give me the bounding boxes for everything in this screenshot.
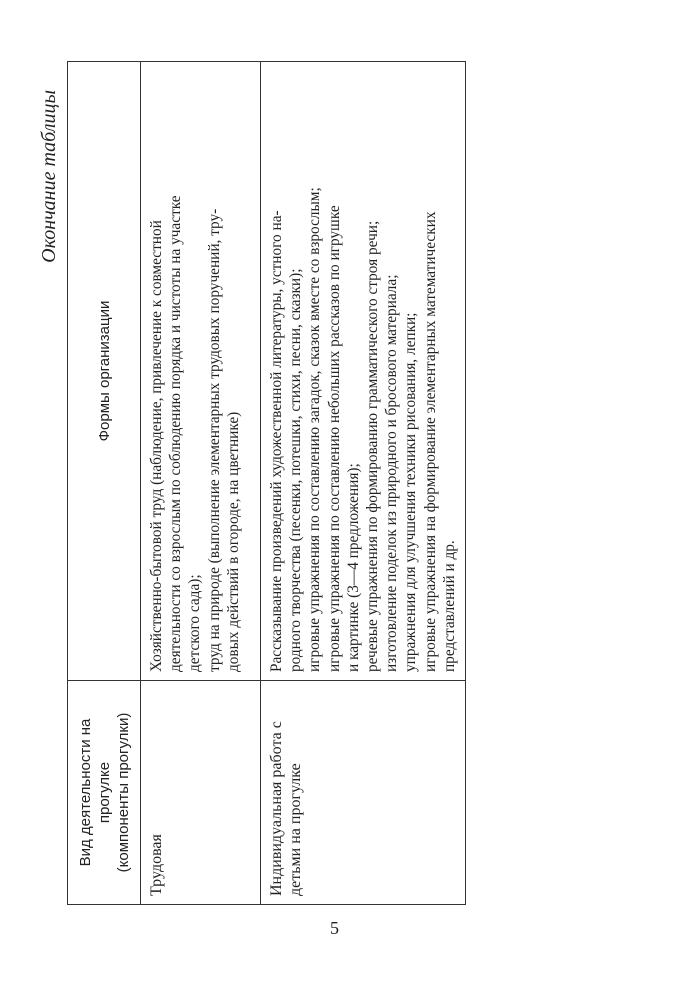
form-line: детского сада); — [186, 574, 204, 672]
table-header-row — [68, 62, 141, 905]
page-number: 5 — [330, 918, 339, 938]
form-line: довых действий в огороде, на цветнике) — [224, 411, 242, 672]
organization-forms-table — [67, 61, 466, 905]
form-line: Хозяйственно-бытовой труд (наблюдение, привлечение к совместной — [148, 220, 165, 672]
row-activity-type: Индивидуальная работа с детьми на прогулке — [261, 681, 466, 905]
header-organization-forms: Формы организации — [68, 62, 141, 681]
row-activity-type: Трудовая — [141, 681, 261, 905]
header-activity-line-2: (компоненты прогулки) — [114, 712, 132, 873]
form-line: речевые упражнения по формированию грамматического строя речи; — [364, 220, 382, 672]
form-line: деятельности со взрослым по соблюдению порядка и чистоты на участке — [167, 195, 185, 672]
table-caption: Окончание таблицы — [38, 90, 60, 263]
row-organization-forms — [141, 62, 261, 681]
row-organization-forms — [261, 62, 466, 681]
form-line: игровые упражнения по составлению загадок, сказок вместе со взрослым; — [306, 187, 324, 672]
header-activity-line-1: Вид деятельности на прогулке — [76, 718, 113, 867]
form-line: Рассказывание произведений художественной литературы, устного на- — [268, 210, 285, 672]
form-line: представлений и др. — [440, 540, 458, 672]
form-line: игровые упражнения на формирование элементарных математических — [421, 211, 439, 672]
form-line: игровые упражнения по составлению небольших рассказов по игрушке — [325, 205, 343, 672]
table-row — [141, 62, 261, 905]
header-activity-type — [68, 681, 141, 905]
table-row — [261, 62, 466, 905]
form-line: родного творчества (песенки, потешки, стихи, песни, сказки); — [287, 268, 305, 672]
form-line: труд на природе (выполнение элементарных трудовых поручений, тру- — [205, 208, 223, 672]
form-line: и картинке (3—4 предложения); — [344, 463, 362, 672]
form-line: изготовление поделок из природного и бросового материала; — [383, 274, 401, 672]
form-line: упражнения для улучшения техники рисования, лепки; — [402, 312, 420, 672]
